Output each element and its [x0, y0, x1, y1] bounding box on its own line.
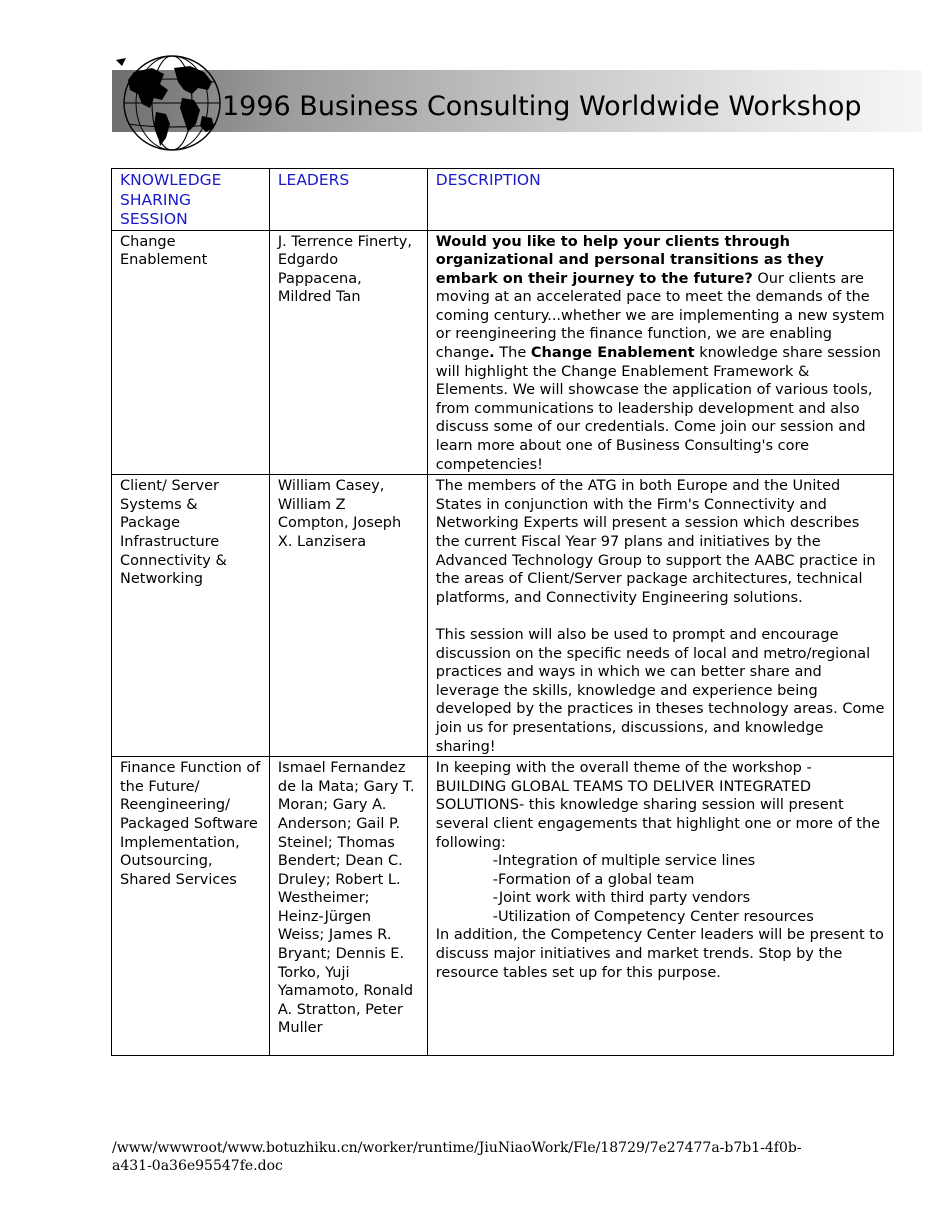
description-paragraph: This session will also be used to prompt and encourage discussion on the specific needs of local and metro/regional practices and ways in which we can better share and leverage the skills, knowledge and experience being developed by the practices in theses technology areas. Come join us for presentations, discussions, and knowledge sharing!: [435, 626, 885, 755]
page-title: 1996 Business Consulting Worldwide Workshop: [222, 91, 862, 122]
session-description: [427, 757, 893, 1056]
session-name: Client/ Server Systems & Package Infrastructure Connectivity & Networking: [112, 475, 270, 757]
session-description: [427, 475, 893, 757]
description-list-item: -Utilization of Competency Center resources: [492, 908, 814, 925]
description-list-item: -Integration of multiple service lines: [492, 853, 756, 870]
column-header-session: KNOWLEDGE SHARING SESSION: [112, 169, 270, 231]
table-row: [112, 230, 894, 475]
description-text: The: [494, 345, 531, 362]
session-leaders: William Casey, William Z Compton, Joseph X. Lanzisera: [269, 475, 427, 757]
session-leaders: J. Terrence Finerty, Edgardo Pappacena, Mildred Tan: [269, 230, 427, 475]
column-header-description: DESCRIPTION: [427, 169, 893, 231]
session-name: Change Enablement: [112, 230, 270, 475]
column-header-leaders: LEADERS: [269, 169, 427, 231]
footer-file-path: /www/wwwroot/www.botuzhiku.cn/worker/runtime/JiuNiaoWork/Fle/18729/7e27477a-b7b1-4f0b-a431-0a36e95547fe.doc: [112, 1140, 802, 1174]
description-bold-intro: Would you like to help your clients through organizational and personal transitions as they embark on their journey to the future?: [435, 233, 824, 287]
description-text: Our clients are moving at an accelerated pace to meet the demands of the coming century...whether we are implementing a new system or reengineering the finance function, we are enabling change: [435, 270, 885, 362]
description-paragraph: In keeping with the overall theme of the workshop - BUILDING GLOBAL TEAMS TO DELIVER INTEGRATED SOLUTIONS- this knowledge sharing session will present several client engagements that highlight one or more of the following:: [435, 760, 881, 851]
table-row: [112, 475, 894, 757]
session-name: Finance Function of the Future/ Reengineering/ Packaged Software Implementation, Outsourcing, Shared Services: [112, 757, 270, 1056]
globe-icon: [112, 54, 232, 152]
table-header-row: [112, 169, 894, 231]
session-leaders: Ismael Fernandez de la Mata; Gary T. Moran; Gary A. Anderson; Gail P. Steinel; Thomas Bendert; Dean C. Druley; Robert L. Westheimer; Heinz-Jürgen Weiss; James R. Bryant; Dennis E. Torko, Yuji Yamamoto, Ronald A. Stratton, Peter Muller: [269, 757, 427, 1056]
description-bold-name: Change Enablement: [530, 345, 695, 362]
description-list-item: -Formation of a global team: [492, 871, 695, 888]
description-list-item: -Joint work with third party vendors: [492, 890, 751, 907]
description-text: knowledge share session will highlight the Change Enablement Framework & Elements. We will showcase the application of various tools, from communications to leadership development and also discuss some of our credentials. Come join our session and learn more about one of Business Consulting's core competencies!: [435, 345, 881, 473]
description-paragraph: The members of the ATG in both Europe and the United States in conjunction with the Firm's Connectivity and Networking Experts will present a session which describes the current Fiscal Year 97 plans and initiatives by the Advanced Technology Group to support the AABC practice in the areas of Client/Server package architectures, technical platforms, and Connectivity Engineering solutions.: [435, 478, 876, 606]
description-paragraph: In addition, the Competency Center leaders will be present to discuss major initiatives and market trends. Stop by the resource tables set up for this purpose.: [435, 927, 884, 981]
sessions-table: [111, 168, 894, 1056]
session-description: [427, 230, 893, 475]
table-row: [112, 757, 894, 1056]
description-bold-period: .: [489, 345, 495, 362]
